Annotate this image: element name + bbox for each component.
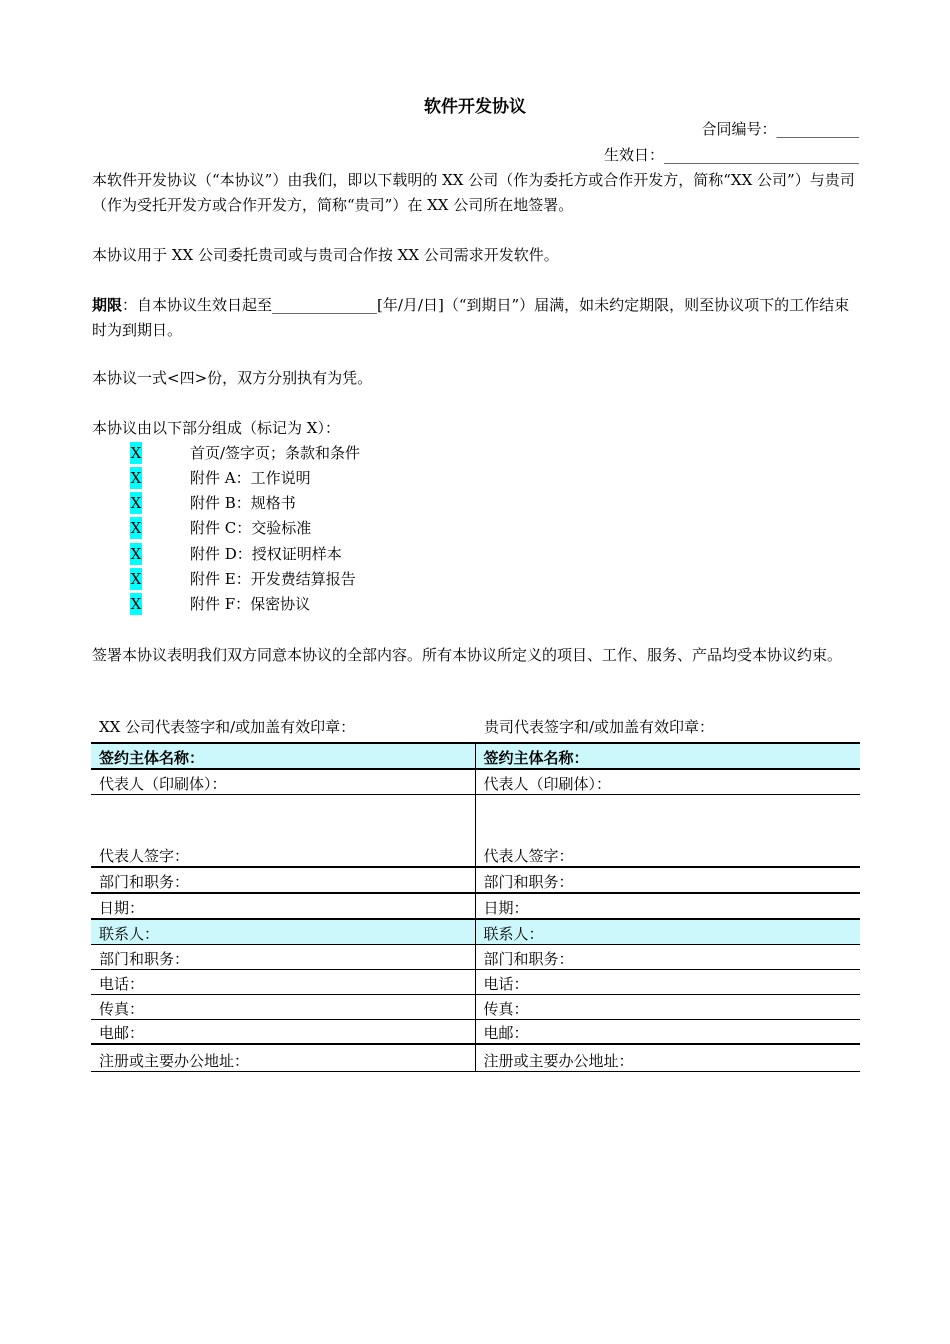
table-row xyxy=(91,944,860,969)
part-mark: X xyxy=(130,570,142,588)
left-rep-sign: 代表人签字： xyxy=(91,794,475,867)
effective-date-line: 生效日：__________________________ xyxy=(603,146,859,164)
right-entity-name: 签约主体名称： xyxy=(475,743,860,769)
part-item xyxy=(130,568,356,590)
left-date: 日期： xyxy=(91,893,475,919)
left-rep-print: 代表人（印刷体）： xyxy=(91,769,475,794)
document-title: 软件开发协议 xyxy=(424,97,526,117)
right-contact: 联系人： xyxy=(475,919,860,944)
part-mark: X xyxy=(130,519,142,537)
signature-table xyxy=(91,742,860,1072)
contract-number-line: 合同编号：___________ xyxy=(701,120,859,138)
table-row xyxy=(91,994,860,1019)
left-contact-dept-title: 部门和职务： xyxy=(91,944,475,969)
left-phone: 电话： xyxy=(91,969,475,994)
table-row xyxy=(91,1019,860,1044)
part-item xyxy=(130,543,342,565)
term-text: ：自本协议生效日起至______________[年/月/日]（“到期日”）届满，如未约定期限，则至协议项下的工作结束时为到期日。 xyxy=(92,296,850,339)
right-signature-heading: 贵司代表签字和/或加盖有效印章： xyxy=(484,718,715,736)
agreement-paragraph: 签署本协议表明我们双方同意本协议的全部内容。所有本协议所定义的项目、工作、服务、产品均受本协议约束。 xyxy=(92,646,843,664)
part-label: 附件 F：保密协议 xyxy=(190,595,311,613)
part-label: 附件 C：交验标准 xyxy=(190,519,312,537)
part-mark: X xyxy=(130,494,142,512)
right-date: 日期： xyxy=(475,893,860,919)
left-contact: 联系人： xyxy=(91,919,475,944)
right-address: 注册或主要办公地址： xyxy=(475,1044,860,1071)
part-mark: X xyxy=(130,545,142,563)
table-row xyxy=(91,769,860,794)
right-contact-dept-title: 部门和职务： xyxy=(475,944,860,969)
right-email: 电邮： xyxy=(475,1019,860,1044)
part-label: 附件 D：授权证明样本 xyxy=(190,545,342,563)
left-address: 注册或主要办公地址： xyxy=(91,1044,475,1071)
part-label: 首页/签字页；条款和条件 xyxy=(190,444,361,462)
table-row xyxy=(91,794,860,867)
left-fax: 传真： xyxy=(91,994,475,1019)
term-label: 期限 xyxy=(92,296,123,314)
right-phone: 电话： xyxy=(475,969,860,994)
part-item xyxy=(130,467,311,489)
part-label: 附件 E：开发费结算报告 xyxy=(190,570,356,588)
table-row xyxy=(91,1044,860,1071)
table-row xyxy=(91,743,860,769)
copies-paragraph: 本协议一式<四>份，双方分别执有为凭。 xyxy=(92,369,373,387)
table-row xyxy=(91,969,860,994)
part-item xyxy=(130,442,361,464)
left-signature-heading: XX 公司代表签字和/或加盖有效印章： xyxy=(99,718,356,736)
left-entity-name: 签约主体名称： xyxy=(91,743,475,769)
part-label: 附件 B：规格书 xyxy=(190,494,296,512)
table-row xyxy=(91,919,860,944)
right-rep-print: 代表人（印刷体）： xyxy=(475,769,860,794)
part-item xyxy=(130,517,312,539)
right-dept-title: 部门和职务： xyxy=(475,867,860,893)
purpose-paragraph: 本协议用于 XX 公司委托贵司或与贵司合作按 XX 公司需求开发软件。 xyxy=(92,246,559,264)
part-mark: X xyxy=(130,444,142,462)
table-row xyxy=(91,893,860,919)
term-paragraph xyxy=(92,293,860,343)
part-mark: X xyxy=(130,595,142,613)
parts-intro: 本协议由以下部分组成（标记为 X）： xyxy=(92,419,340,437)
table-row xyxy=(91,867,860,893)
part-mark: X xyxy=(130,469,142,487)
part-label: 附件 A：工作说明 xyxy=(190,469,311,487)
left-email: 电邮： xyxy=(91,1019,475,1044)
right-fax: 传真： xyxy=(475,994,860,1019)
right-rep-sign: 代表人签字： xyxy=(475,794,860,867)
left-dept-title: 部门和职务： xyxy=(91,867,475,893)
part-item xyxy=(130,492,296,514)
part-item xyxy=(130,593,311,615)
intro-paragraph: 本软件开发协议（“本协议”）由我们，即以下载明的 XX 公司（作为委托方或合作开发方，简称“XX 公司”）与贵司（作为受托开发方或合作开发方，简称“贵司”）在 XX 公司所在地签署。 xyxy=(92,171,855,214)
